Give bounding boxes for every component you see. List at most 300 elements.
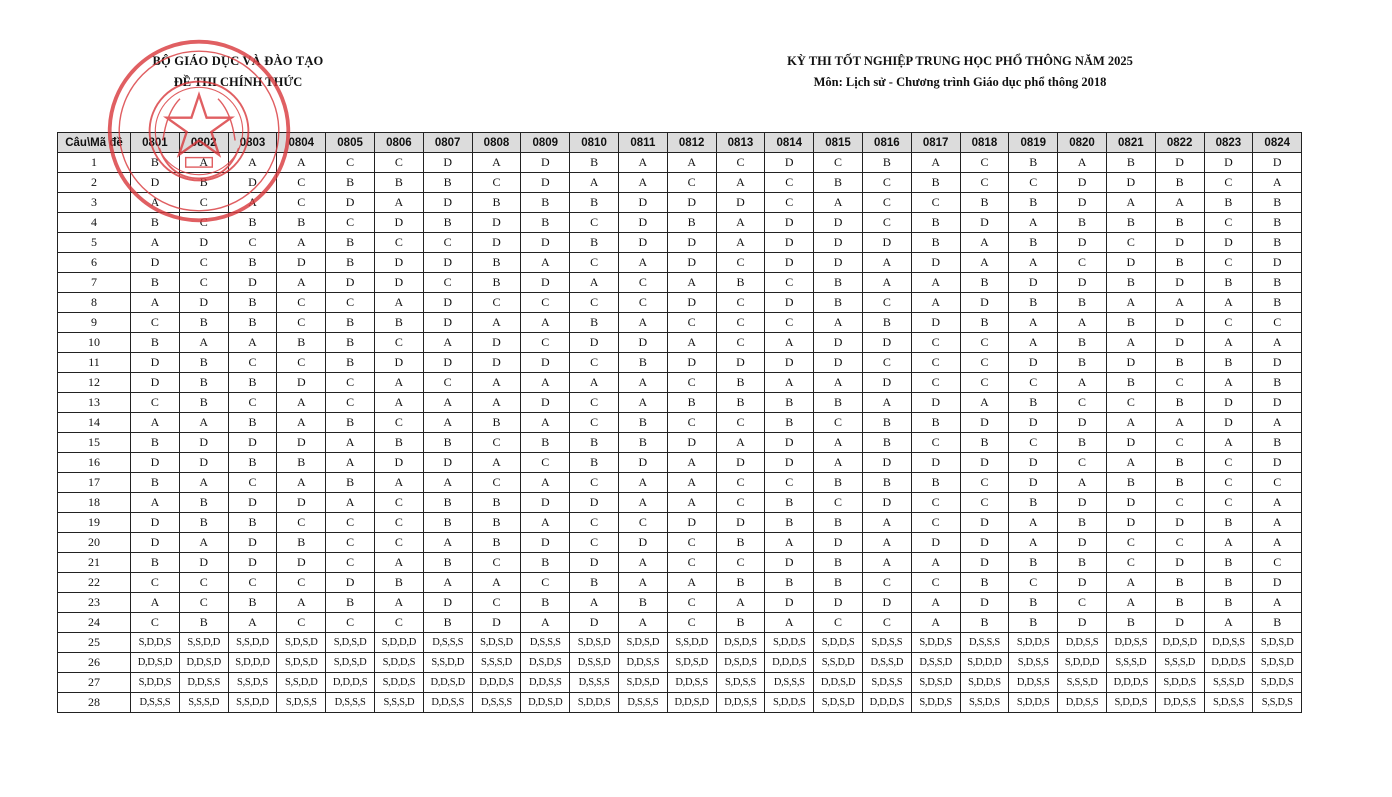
answer-cell: B — [618, 593, 667, 613]
answer-cell: C — [326, 553, 375, 573]
answer-cell: D — [1106, 173, 1155, 193]
question-number-cell: 14 — [58, 413, 131, 433]
answer-cell: B — [1009, 233, 1058, 253]
answer-cell: D — [570, 493, 619, 513]
answer-cell: D — [618, 453, 667, 473]
answer-cell: D — [570, 613, 619, 633]
answer-cell: D — [960, 453, 1009, 473]
answer-cell: S,S,D,D — [277, 673, 326, 693]
answer-cell: D — [765, 353, 814, 373]
table-row — [58, 153, 1302, 173]
answer-cell: B — [911, 413, 960, 433]
answer-cell: C — [1253, 553, 1302, 573]
answer-cell: B — [960, 433, 1009, 453]
answer-cell: B — [960, 193, 1009, 213]
answer-cell: B — [1058, 333, 1107, 353]
exam-code-header: 0808 — [472, 133, 521, 153]
answer-cell: B — [1253, 213, 1302, 233]
answer-cell: A — [423, 333, 472, 353]
answer-cell: C — [374, 413, 423, 433]
answer-cell: C — [618, 293, 667, 313]
answer-cell: C — [179, 253, 228, 273]
answer-cell: D — [131, 453, 180, 473]
answer-cell: C — [326, 533, 375, 553]
answer-cell: B — [228, 313, 277, 333]
answer-cell: S,D,D,S — [911, 693, 960, 713]
answer-cell: B — [862, 473, 911, 493]
answer-cell: A — [472, 573, 521, 593]
answer-cell: A — [570, 273, 619, 293]
answer-cell: D — [814, 353, 863, 373]
answer-cell: D — [1253, 353, 1302, 373]
exam-code-header: 0805 — [326, 133, 375, 153]
answer-cell: C — [570, 533, 619, 553]
answer-cell: C — [1155, 493, 1204, 513]
exam-code-header: 0807 — [423, 133, 472, 153]
question-number-cell: 17 — [58, 473, 131, 493]
header-left — [118, 54, 358, 90]
answer-cell: C — [960, 173, 1009, 193]
answer-cell: B — [179, 393, 228, 413]
table-row — [58, 373, 1302, 393]
answer-cell: D — [1009, 353, 1058, 373]
answer-cell: D,D,S,S — [1009, 673, 1058, 693]
answer-cell: D — [814, 593, 863, 613]
answer-cell: C — [911, 513, 960, 533]
answer-cell: D — [423, 253, 472, 273]
answer-cell: A — [131, 293, 180, 313]
answer-cell: C — [814, 493, 863, 513]
answer-cell: A — [911, 553, 960, 573]
table-row — [58, 433, 1302, 453]
answer-cell: D — [814, 533, 863, 553]
answer-cell: B — [1204, 593, 1253, 613]
answer-cell: B — [472, 413, 521, 433]
answer-cell: B — [228, 213, 277, 233]
answer-cell: B — [765, 513, 814, 533]
table-row — [58, 313, 1302, 333]
answer-cell: D,S,S,S — [570, 673, 619, 693]
answer-cell: B — [1155, 213, 1204, 233]
answer-cell: B — [570, 433, 619, 453]
answer-cell: D — [570, 333, 619, 353]
answer-cell: B — [960, 273, 1009, 293]
answer-cell: A — [131, 493, 180, 513]
answer-cell: C — [326, 373, 375, 393]
answer-cell: C — [277, 313, 326, 333]
answer-cell: C — [667, 613, 716, 633]
answer-cell: D,D,S,S — [423, 693, 472, 713]
answer-cell: B — [472, 513, 521, 533]
table-header-row — [58, 133, 1302, 153]
answer-cell: C — [862, 613, 911, 633]
answer-cell: C — [570, 473, 619, 493]
exam-code-header: 0822 — [1155, 133, 1204, 153]
answer-cell: C — [1155, 533, 1204, 553]
answer-cell: B — [716, 613, 765, 633]
answer-cell: B — [179, 493, 228, 513]
exam-code-header: 0820 — [1058, 133, 1107, 153]
answer-cell: D — [960, 593, 1009, 613]
answer-cell: C — [1253, 313, 1302, 333]
answer-cell: C — [228, 353, 277, 373]
answer-cell: C — [131, 393, 180, 413]
answer-cell: B — [277, 333, 326, 353]
answer-cell: A — [618, 153, 667, 173]
answer-cell: B — [1058, 353, 1107, 373]
answer-cell: S,S,S,D — [1058, 673, 1107, 693]
answer-cell: D — [1253, 453, 1302, 473]
answer-cell: D — [1155, 513, 1204, 533]
answer-cell: D — [374, 353, 423, 373]
answer-cell: B — [1253, 273, 1302, 293]
answer-cell: D,D,D,S — [1106, 673, 1155, 693]
answer-cell: C — [667, 313, 716, 333]
answer-cell: D — [521, 233, 570, 253]
table-row — [58, 693, 1302, 713]
answer-cell: D — [1155, 273, 1204, 293]
answer-cell: D — [277, 493, 326, 513]
answer-cell: C — [765, 193, 814, 213]
answer-cell: B — [1106, 313, 1155, 333]
answer-cell: B — [1106, 213, 1155, 233]
answer-cell: D — [521, 393, 570, 413]
answer-cell: B — [618, 413, 667, 433]
answer-cell: A — [423, 413, 472, 433]
question-number-cell: 6 — [58, 253, 131, 273]
answer-cell: A — [1155, 293, 1204, 313]
table-row — [58, 573, 1302, 593]
answer-cell: D — [521, 493, 570, 513]
answer-cell: B — [374, 313, 423, 333]
answer-cell: B — [1155, 353, 1204, 373]
answer-cell: B — [179, 313, 228, 333]
answer-cell: B — [472, 273, 521, 293]
answer-cell: D — [423, 593, 472, 613]
answer-cell: D — [1253, 153, 1302, 173]
answer-cell: A — [618, 313, 667, 333]
answer-cell: B — [1106, 373, 1155, 393]
answer-cell: A — [911, 613, 960, 633]
answer-cell: D — [326, 273, 375, 293]
answer-cell: B — [911, 233, 960, 253]
answer-cell: C — [1009, 373, 1058, 393]
answer-cell: A — [521, 613, 570, 633]
answer-cell: B — [862, 313, 911, 333]
exam-code-header: 0813 — [716, 133, 765, 153]
answer-cell: A — [911, 153, 960, 173]
answer-cell: A — [570, 593, 619, 613]
table-row — [58, 613, 1302, 633]
answer-cell: B — [1106, 473, 1155, 493]
answer-cell: D — [862, 453, 911, 473]
answer-cell: S,D,D,S — [131, 673, 180, 693]
answer-cell: D,D,S,S — [716, 693, 765, 713]
answer-cell: A — [423, 533, 472, 553]
answer-cell: A — [131, 233, 180, 253]
answer-cell: C — [911, 493, 960, 513]
answer-cell: A — [521, 473, 570, 493]
answer-cell: S,D,S,D — [277, 633, 326, 653]
answer-cell: S,D,D,S — [1155, 673, 1204, 693]
answer-cell: S,D,D,S — [131, 633, 180, 653]
answer-cell: D,D,S,D — [1155, 633, 1204, 653]
answer-cell: C — [326, 393, 375, 413]
answer-cell: B — [911, 473, 960, 493]
exam-code-header: 0817 — [911, 133, 960, 153]
answer-cell: B — [228, 593, 277, 613]
answer-cell: S,D,S,D — [570, 633, 619, 653]
exam-type: ĐỀ THI CHÍNH THỨC — [173, 75, 303, 89]
answer-cell: A — [326, 493, 375, 513]
answer-cell: B — [1106, 613, 1155, 633]
answer-cell: C — [570, 253, 619, 273]
answer-cell: C — [911, 573, 960, 593]
answer-cell: S,D,S,S — [1204, 693, 1253, 713]
question-number-cell: 5 — [58, 233, 131, 253]
answer-cell: D — [472, 333, 521, 353]
question-number-cell: 25 — [58, 633, 131, 653]
answer-cell: S,S,D,D — [228, 693, 277, 713]
answer-cell: S,S,S,D — [1204, 673, 1253, 693]
exam-code-header: 0810 — [570, 133, 619, 153]
answer-cell: S,D,D,D — [1058, 653, 1107, 673]
answer-cell: A — [814, 373, 863, 393]
answer-cell: D — [179, 553, 228, 573]
answer-cell: D,D,D,S — [862, 693, 911, 713]
answer-cell: A — [716, 213, 765, 233]
answer-cell: D — [326, 193, 375, 213]
answer-cell: D — [1058, 173, 1107, 193]
answer-cell: A — [1204, 433, 1253, 453]
answer-cell: C — [374, 333, 423, 353]
question-number-cell: 15 — [58, 433, 131, 453]
answer-cell: B — [423, 613, 472, 633]
answer-cell: B — [423, 173, 472, 193]
answer-cell: C — [374, 533, 423, 553]
answer-cell: B — [618, 433, 667, 453]
answer-cell: A — [618, 173, 667, 193]
question-number-cell: 21 — [58, 553, 131, 573]
answer-cell: C — [472, 593, 521, 613]
answer-cell: B — [814, 173, 863, 193]
answer-cell: C — [277, 353, 326, 373]
answer-cell: A — [862, 273, 911, 293]
answer-cell: S,D,D,S — [765, 693, 814, 713]
answer-cell: B — [423, 553, 472, 573]
answer-cell: B — [326, 253, 375, 273]
answer-cell: C — [911, 373, 960, 393]
answer-cell: S,S,D,S — [1253, 693, 1302, 713]
answer-cell: B — [716, 533, 765, 553]
answer-cell: A — [1058, 153, 1107, 173]
answer-cell: A — [1204, 333, 1253, 353]
answer-cell: C — [716, 333, 765, 353]
exam-title: KỲ THI TỐT NGHIỆP TRUNG HỌC PHỔ THÔNG NĂM 2025 — [787, 54, 1133, 68]
ministry-name: BỘ GIÁO DỤC VÀ ĐÀO TẠO — [152, 54, 324, 68]
answer-cell: D — [374, 273, 423, 293]
question-number-cell: 11 — [58, 353, 131, 373]
answer-cell: D — [472, 613, 521, 633]
answer-cell: C — [862, 193, 911, 213]
answer-cell: D — [1058, 413, 1107, 433]
exam-code-header: 0804 — [277, 133, 326, 153]
question-number-cell: 12 — [58, 373, 131, 393]
answer-cell: A — [1106, 573, 1155, 593]
answer-cell: C — [1204, 453, 1253, 473]
answer-cell: S,D,D,S — [911, 633, 960, 653]
question-number-cell: 2 — [58, 173, 131, 193]
answer-cell: A — [277, 393, 326, 413]
answer-cell: D — [716, 193, 765, 213]
answer-cell: B — [911, 213, 960, 233]
exam-code-header: 0801 — [131, 133, 180, 153]
answer-cell: B — [911, 173, 960, 193]
answer-cell: C — [1204, 173, 1253, 193]
answer-cell: D — [911, 253, 960, 273]
answer-cell: S,S,D,S — [228, 673, 277, 693]
answer-cell: D — [374, 253, 423, 273]
answer-cell: C — [1009, 573, 1058, 593]
exam-code-header: 0814 — [765, 133, 814, 153]
answer-cell: B — [570, 233, 619, 253]
answer-cell: C — [960, 493, 1009, 513]
answer-cell: A — [862, 393, 911, 413]
answer-cell: C — [1106, 393, 1155, 413]
answer-cell: A — [374, 293, 423, 313]
answer-cell: B — [228, 253, 277, 273]
answer-cell: B — [1009, 293, 1058, 313]
answer-cell: A — [618, 373, 667, 393]
answer-cell: A — [179, 333, 228, 353]
answer-cell: C — [814, 153, 863, 173]
answer-cell: D,D,S,D — [423, 673, 472, 693]
answer-cell: C — [960, 153, 1009, 173]
exam-code-header: 0823 — [1204, 133, 1253, 153]
answer-cell: A — [179, 473, 228, 493]
answer-cell: D — [521, 353, 570, 373]
answer-cell: C — [228, 473, 277, 493]
answer-cell: D — [1058, 273, 1107, 293]
answer-cell: C — [911, 193, 960, 213]
table-row — [58, 673, 1302, 693]
exam-code-header: 0803 — [228, 133, 277, 153]
header-corner-cell: Câu\Mã đề — [58, 133, 131, 153]
answer-cell: B — [814, 553, 863, 573]
answer-cell: D — [472, 353, 521, 373]
answer-cell: C — [228, 573, 277, 593]
exam-subject: Môn: Lịch sử - Chương trình Giáo dục phổ thông 2018 — [813, 75, 1107, 89]
answer-cell: B — [472, 253, 521, 273]
table-row — [58, 333, 1302, 353]
answer-cell: B — [423, 493, 472, 513]
question-number-cell: 28 — [58, 693, 131, 713]
answer-cell: D,D,S,S — [667, 673, 716, 693]
answer-cell: S,D,D,S — [1009, 693, 1058, 713]
question-number-cell: 16 — [58, 453, 131, 473]
table-row — [58, 553, 1302, 573]
answer-cell: A — [862, 553, 911, 573]
answer-cell: B — [1058, 513, 1107, 533]
answer-cell: B — [131, 213, 180, 233]
table-row — [58, 393, 1302, 413]
answer-cell: A — [1106, 593, 1155, 613]
exam-code-header: 0818 — [960, 133, 1009, 153]
answer-cell: S,D,D,S — [765, 633, 814, 653]
answer-cell: A — [472, 373, 521, 393]
answer-cell: B — [131, 153, 180, 173]
answer-cell: A — [618, 573, 667, 593]
answer-cell: D — [618, 333, 667, 353]
table-row — [58, 193, 1302, 213]
answer-cell: S,D,S,S — [862, 633, 911, 653]
answer-cell: D — [374, 453, 423, 473]
answer-cell: A — [179, 153, 228, 173]
answer-cell: D — [667, 193, 716, 213]
exam-code-header: 0802 — [179, 133, 228, 153]
answer-cell: A — [862, 513, 911, 533]
answer-cell: B — [667, 213, 716, 233]
answer-cell: S,D,S,D — [1253, 633, 1302, 653]
answer-cell: B — [423, 213, 472, 233]
table-row — [58, 353, 1302, 373]
answer-cell: D — [179, 433, 228, 453]
answer-cell: D,D,S,S — [1106, 633, 1155, 653]
answer-cell: D — [1204, 393, 1253, 413]
answer-cell: D — [814, 253, 863, 273]
answer-cell: S,D,S,D — [911, 673, 960, 693]
answer-cell: D — [1009, 413, 1058, 433]
answer-cell: A — [765, 533, 814, 553]
answer-cell: B — [1204, 553, 1253, 573]
answer-cell: C — [521, 333, 570, 353]
answer-cell: A — [1009, 313, 1058, 333]
answer-cell: D — [131, 533, 180, 553]
answer-cell: B — [765, 413, 814, 433]
answer-cell: A — [618, 613, 667, 633]
answer-cell: D — [618, 193, 667, 213]
answer-cell: C — [716, 153, 765, 173]
answer-cell: C — [667, 173, 716, 193]
answer-cell: S,D,S,S — [1009, 653, 1058, 673]
answer-cell: C — [1009, 173, 1058, 193]
answer-cell: A — [960, 253, 1009, 273]
answer-cell: S,D,D,S — [374, 673, 423, 693]
answer-cell: C — [960, 333, 1009, 353]
answer-cell: B — [1155, 253, 1204, 273]
answer-cell: C — [277, 573, 326, 593]
answer-cell: D — [1155, 553, 1204, 573]
table-row — [58, 293, 1302, 313]
answer-cell: C — [911, 353, 960, 373]
answer-cell: C — [228, 393, 277, 413]
answer-cell: D — [765, 553, 814, 573]
answer-cell: D — [228, 553, 277, 573]
answer-cell: S,S,S,D — [179, 693, 228, 713]
answer-cell: A — [1058, 473, 1107, 493]
answer-cell: D — [1009, 453, 1058, 473]
answer-cell: D — [423, 313, 472, 333]
answer-cell: A — [521, 413, 570, 433]
answer-cell: D — [765, 213, 814, 233]
answer-cell: A — [277, 413, 326, 433]
question-number-cell: 23 — [58, 593, 131, 613]
answer-cell: D — [1058, 493, 1107, 513]
answer-cell: C — [716, 473, 765, 493]
answer-cell: B — [1009, 393, 1058, 413]
answer-cell: C — [570, 353, 619, 373]
answer-cell: C — [423, 273, 472, 293]
